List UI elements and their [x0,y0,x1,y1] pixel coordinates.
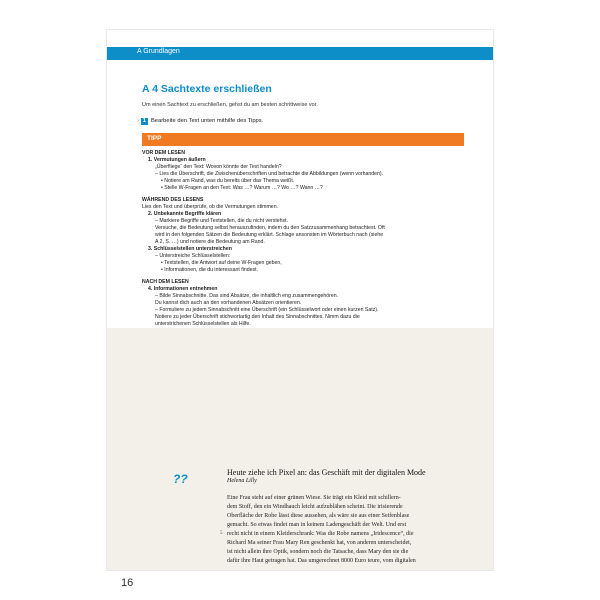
line-number: 5 [220,531,223,536]
textbook-page [107,30,493,589]
task-number-badge: 1 [142,118,146,124]
tipp-line: Lies den Text und überprüfe, ob die Vermutungen stimmen. [142,204,279,211]
task-text: Bearbeite den Text unten mithilfe des Tipps. [150,118,264,124]
tipp-header [142,133,464,146]
section-heading-during: WÄHREND DES LESENS [142,197,204,204]
step-title: 2. Unbekannte Begriffe klären [148,211,222,218]
tipp-label: TIPP [147,135,162,142]
article-line: dem Stoff, den ein Windhauch leicht aufzublähen scheint. Die irisierende [227,504,403,510]
tipp-line: Du kannst dich auch an den vorhandenen Absätzen orientieren. [155,300,302,307]
tipp-line: • Stelle W-Fragen an den Text: Was …? Warum …? Wo …? Wann …? [161,184,323,191]
tipp-line: – Lies die Überschrift, die Zwischenüberschriften und betrachte die Abbildungen (wenn vorhanden). [155,170,384,177]
article-author: Helena Lilly [227,478,257,484]
article-line: ist nicht allein ihre Optik, sondern noch die Tatsache, dass Mary den sie die [227,549,409,555]
question-marks-icon: ?? [173,472,188,486]
article-line: Richard Ma seiner Frau Mary Ren geschenkt hat, von anderen unterscheidet, [227,540,412,546]
tipp-line: wird in den folgenden Sätzen die Bedeutung erklärt. Schlage ansonsten im Wörterbuch nach (siehe [155,231,384,238]
section-heading-before: VOR DEM LESEN [142,150,185,156]
tipp-line: Notiere zu jeder Überschrift stichwortartig den Inhalt des Sinnabschnittes. Nimm dazu die [155,313,360,320]
article-line: Oberfläche der Robe lässt diese aussehen, als wäre sie aus einer Seifenblase [227,513,410,519]
tipp-content [142,146,464,355]
tipp-line: • Notiere am Rand, was du bereits über das Thema weißt. [161,177,295,184]
intro-text: Um einen Sachtext zu erschließen, gehst du am besten schrittweise vor. [142,102,318,108]
section-label: A Grundlagen [137,48,180,55]
tipp-line: A 2, S. …) und notiere die Bedeutung am Rand. [155,238,265,245]
tipp-line: – Markiere Begriffe und Textstellen, die du nicht verstehst. [155,218,289,225]
tipp-line: • Informationen, die du interessant findest. [161,266,258,273]
article-panel [107,328,493,589]
article-line: dafür ihre Haut getragen hat. Das umgerechnet 8000 Euro teure, vom digitalen [227,558,416,564]
article-body [227,494,463,566]
arrow-icon: › [137,118,139,124]
tipp-line: – Formuliere zu jedem Sinnabschnitt eine Überschrift (ein Schlüsselwort oder einen kurzen Satz). [155,307,379,314]
tipp-line: • Textstellen, die Antwort auf deine W-Fragen geben, [161,259,282,266]
page-title: A 4 Sachtexte erschließen [142,83,272,95]
tipp-line: – Bilde Sinnabschnitte. Das sind Absätze, die inhaltlich eng zusammengehören. [155,293,339,300]
step-title: 4. Informationen entnehmen [148,286,218,293]
section-heading-after: NACH DEM LESEN [142,279,189,286]
task-instruction [137,118,263,125]
tipp-line: „Überfliege“ den Text: Wovon könnte der Text handeln? [155,163,282,170]
article-line: recht nicht in einem Kleiderschrank: Was die Robe namens „Iridescence“, die [227,531,414,537]
tipp-line: – Unterstreiche Schlüsselstellen: [155,252,231,259]
page-number: 16 [121,577,134,589]
article-title: Heute ziehe ich Pixel an: das Geschäft mit der digitalen Mode [227,468,426,477]
step-title: 3. Schlüsselstellen unterstreichen [148,245,232,252]
tipp-line: Versuche, die Bedeutung selbst herauszufinden, indem du den Satzzusammenhang betrachtest. Oft [155,225,385,232]
section-header-bar [107,47,493,60]
article-line: Eine Frau steht auf einer grünen Wiese. Sie trägt ein Kleid mit schillern- [227,495,401,501]
tipp-line: unterstrichenen Schlüsselstellen als Hilfe. [155,320,251,327]
step-title: 1. Vermutungen äußern [148,156,206,163]
article-line: gemacht. So etwas findet man in keinem Ladengeschäft der Welt. Und erst [227,522,407,528]
